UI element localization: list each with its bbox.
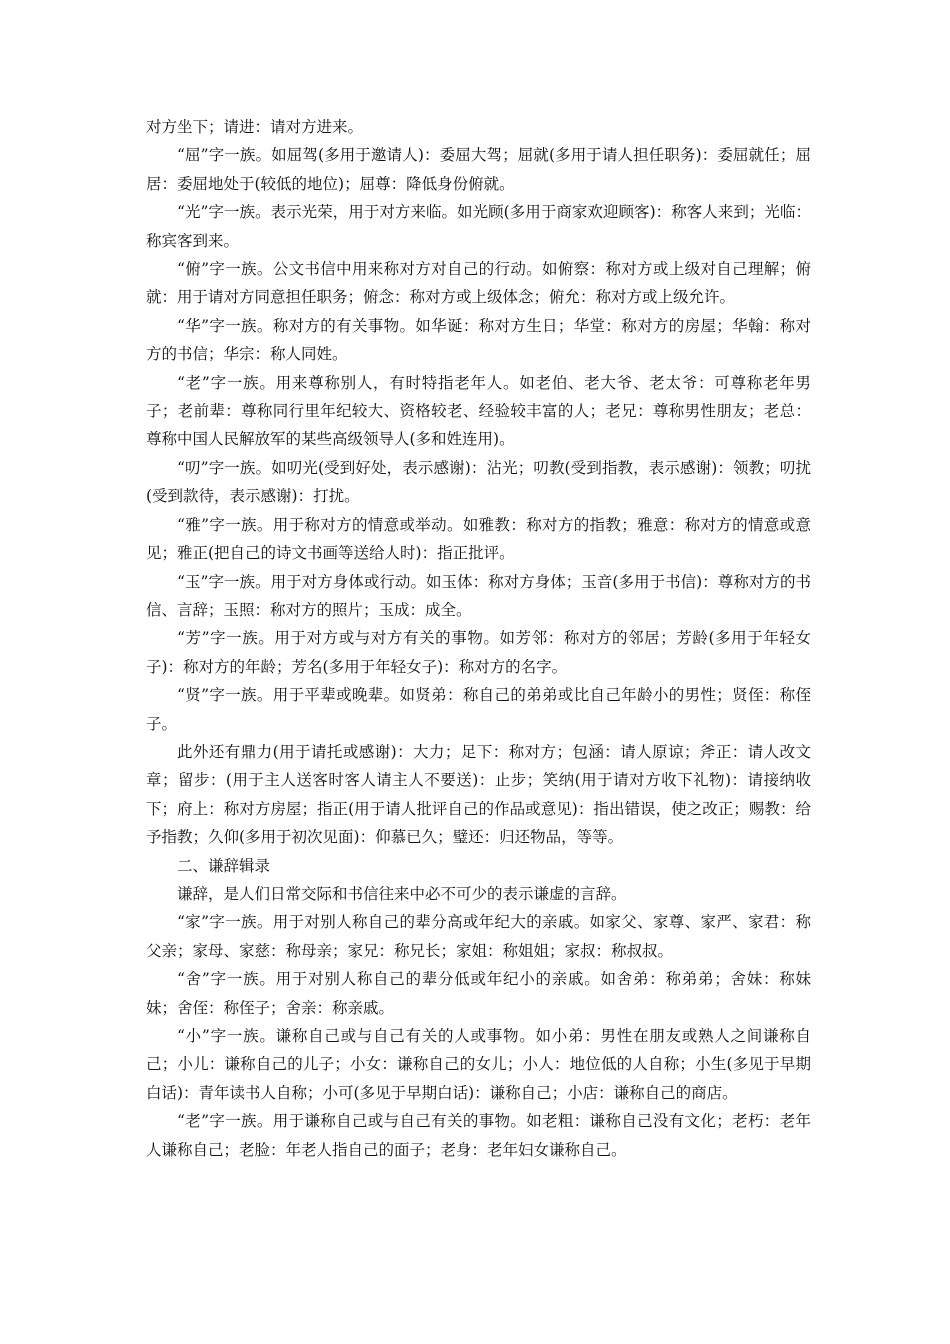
document-page	[146, 113, 811, 1164]
paragraph-continuation: 对方坐下；请进：请对方进来。	[146, 118, 364, 136]
paragraph-xiao: “小”字一族。谦称自己或与自己有关的人或事物。如小弟：男性在朋友或熟人之间谦称自己；小儿：谦称自己的儿子；小女：谦称自己的女儿；小人：地位低的人自称；小生(多见于早期白话)：青年读书人自称；小可(多见于早期白话)：谦称自己；小店：谦称自己的商店。	[146, 1027, 811, 1102]
paragraph-dao: “叨”字一族。如叨光(受到好处，表示感谢)：沾光；叨教(受到指教，表示感谢)：领教；叨扰(受到款待，表示感谢)：打扰。	[146, 458, 811, 506]
paragraph-ya: “雅”字一族。用于称对方的情意或举动。如雅教：称对方的指教；雅意：称对方的情意或意见；雅正(把自己的诗文书画等送给人时)：指正批评。	[146, 515, 811, 563]
paragraph-guang: “光”字一族。表示光荣，用于对方来临。如光顾(多用于商家欢迎顾客)：称客人来到；光临：称宾客到来。	[146, 203, 811, 250]
section-heading: 二、谦辞辑录	[177, 856, 271, 875]
paragraph-jia: “家”字一族。用于对别人称自己的辈分高或年纪大的亲戚。如家父、家尊、家严、家君：称父亲；家母、家慈：称母亲；家兄：称兄长；家姐：称姐姐；家叔：称叔叔。	[146, 913, 811, 960]
paragraph-lao-humble: “老”字一族。用于谦称自己或与自己有关的事物。如老粗：谦称自己没有文化；老朽：老年人谦称自己；老脸：年老人指自己的面子；老身：老年妇女谦称自己。	[146, 1112, 811, 1159]
paragraph-qu: “屈”字一族。如屈驾(多用于邀请人)：委屈大驾；屈就(多用于请人担任职务)：委屈就任；屈居：委屈地处于(较低的地位)；屈尊：降低身份俯就。	[146, 146, 811, 193]
paragraph-lao-honorific: “老”字一族。用来尊称别人，有时特指老年人。如老伯、老大爷、老太爷：可尊称老年男子；老前辈：尊称同行里年纪较大、资格较老、经验较丰富的人；老兄：尊称男性朋友；老总：尊称中国人民解放军的某些高级领导人(多和姓连用)。	[146, 373, 811, 449]
paragraph-humble-intro: 谦辞，是人们日常交际和书信往来中必不可少的表示谦虚的言辞。	[177, 884, 627, 903]
paragraph-xian: “贤”字一族。用于平辈或晚辈。如贤弟：称自己的弟弟或比自己年龄小的男性；贤侄：称侄子。	[146, 686, 811, 733]
paragraph-fu: “俯”字一族。公文书信中用来称对方对自己的行动。如俯察：称对方或上级对自己理解；俯就：用于请对方同意担任职务；俯念：称对方或上级体念；俯允：称对方或上级允许。	[146, 260, 811, 307]
paragraph-others: 此外还有鼎力(用于请托或感谢)：大力；足下：称对方；包涵：请人原谅；斧正：请人改文章；留步：(用于主人送客时客人请主人不要送)：止步；笑纳(用于请对方收下礼物)：请接纳收下；府上：称对方房屋；指正(用于请人批评自己的作品或意见)：指出错误，使之改正；赐教：给予指教；久仰(多用于初次见面)：仰慕已久；璧还：归还物品，等等。	[146, 742, 811, 847]
paragraph-yu: “玉”字一族。用于对方身体或行动。如玉体：称对方身体；玉音(多用于书信)：尊称对方的书信、言辞；玉照：称对方的照片；玉成：成全。	[146, 572, 811, 619]
paragraph-fang: “芳”字一族。用于对方或与对方有关的事物。如芳邻：称对方的邻居；芳龄(多用于年轻女子)：称对方的年龄；芳名(多用于年轻女子)：称对方的名字。	[146, 629, 811, 676]
paragraph-hua: “华”字一族。称对方的有关事物。如华诞：称对方生日；华堂：称对方的房屋；华翰：称对方的书信；华宗：称人同姓。	[146, 316, 811, 364]
paragraph-she: “舍”字一族。用于对别人称自己的辈分低或年纪小的亲戚。如舍弟：称弟弟；舍妹：称妹妹；舍侄：称侄子；舍亲：称亲戚。	[146, 970, 811, 1017]
